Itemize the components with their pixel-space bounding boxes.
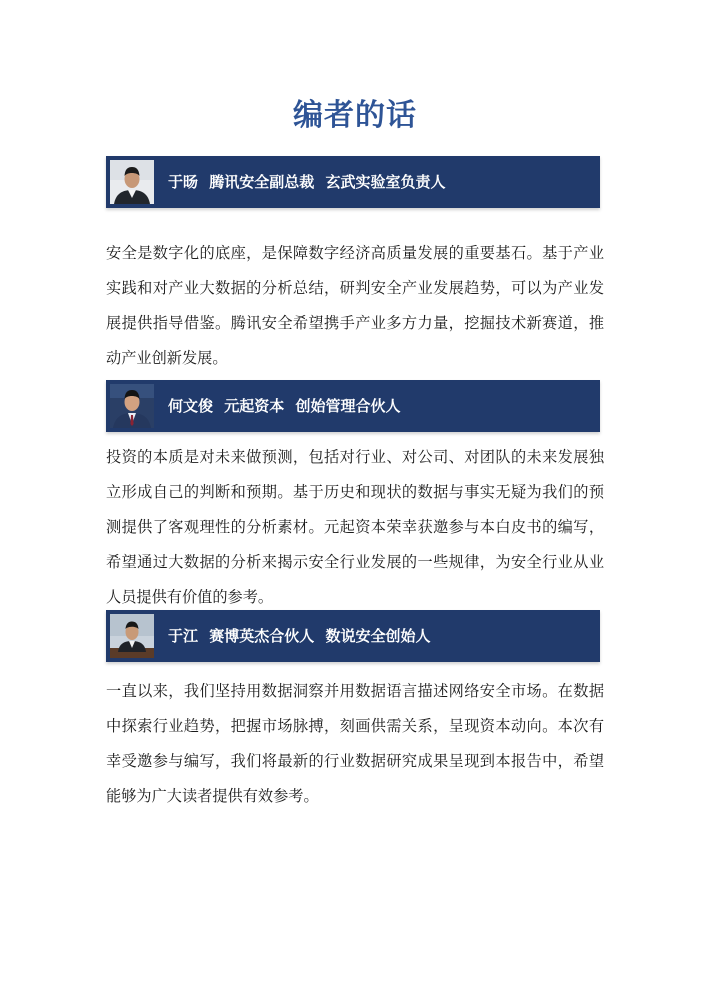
contributor-role: 赛博英杰合伙人 [209,627,315,645]
contributor-banner [106,610,600,662]
contributor-name: 于旸 [168,173,199,191]
portrait-photo-icon [110,614,154,658]
portrait-photo-icon [110,160,154,204]
contributor-banner [106,380,600,432]
avatar [110,160,154,204]
contributor-statement: 安全是数字化的底座，是保障数字经济高质量发展的重要基石。基于产业实践和对产业大数据的分析总结，研判安全产业发展趋势，可以为产业发展提供指导借鉴。腾讯安全希望携手产业多方力量，挖掘技术新赛道，推动产业创新发展。 [106,244,604,367]
contributor-banner [106,156,600,208]
contributor-role: 腾讯安全副总裁 [209,173,315,191]
page-title: 编者的话 [293,98,417,133]
contributor-name: 于江 [168,627,199,645]
contributor-role: 元起资本 [224,397,285,415]
contributor-name: 何文俊 [168,397,214,415]
contributor-caption [168,156,446,208]
contributor-caption [168,610,431,662]
contributor-role-secondary: 数说安全创始人 [325,627,431,645]
contributor-role-secondary: 创始管理合伙人 [295,397,401,415]
avatar [110,614,154,658]
contributor-role-secondary: 玄武实验室负责人 [325,173,446,191]
contributor-statement: 投资的本质是对未来做预测，包括对行业、对公司、对团队的未来发展独立形成自己的判断和预期。基于历史和现状的数据与事实无疑为我们的预测提供了客观理性的分析素材。元起资本荣幸获邀参与本白皮书的编写，希望通过大数据的分析来揭示安全行业发展的一些规律，为安全行业从业人员提供有价值的参考。 [106,448,604,606]
portrait-photo-icon [110,384,154,428]
contributor-statement: 一直以来，我们坚持用数据洞察并用数据语言描述网络安全市场。在数据中探索行业趋势，把握市场脉搏，刻画供需关系，呈现资本动向。本次有幸受邀参与编写，我们将最新的行业数据研究成果呈现到本报告中，希望能够为广大读者提供有效参考。 [106,682,604,805]
contributor-caption [168,380,401,432]
avatar [110,384,154,428]
